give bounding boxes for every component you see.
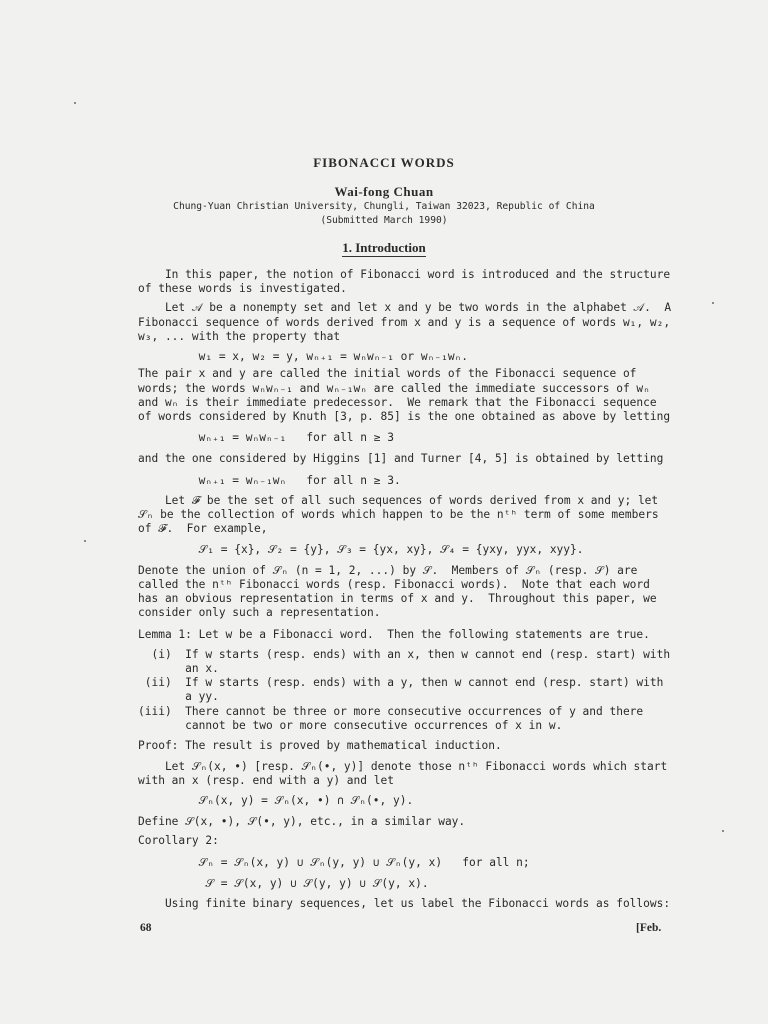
lemma-statement: Lemma 1: Let w be a Fibonacci word. Then the following statements are true. (138, 628, 650, 641)
body-line: has an obvious representation in terms of x and y. Throughout this paper, we (138, 592, 657, 605)
scan-speck (84, 540, 86, 542)
paper-title: FIBONACCI WORDS (313, 155, 455, 170)
body-line: words; the words wₙwₙ₋₁ and wₙ₋₁wₙ are called the immediate successors of wₙ (138, 382, 650, 395)
paper-author: Wai-fong Chuan (334, 184, 434, 199)
body-line: Let 𝒜 be a nonempty set and let x and y be two words in the alphabet 𝒜. A (138, 301, 672, 314)
proof-line: Proof: The result is proved by mathematical induction. (138, 739, 502, 752)
equation: 𝒮 = 𝒮(x, y) ∪ 𝒮(y, y) ∪ 𝒮(y, x). (138, 877, 429, 890)
body-line: In this paper, the notion of Fibonacci word is introduced and the structure (138, 268, 671, 281)
body-line: 𝒮ₙ be the collection of words which happen to be the nᵗʰ term of some members (138, 508, 659, 521)
body-line: of words considered by Knuth [3, p. 85] is the one obtained as above by letting (138, 410, 671, 423)
equation: 𝒮ₙ = 𝒮ₙ(x, y) ∪ 𝒮ₙ(y, y) ∪ 𝒮ₙ(y, x) for all n; (138, 856, 530, 869)
body-line: and wₙ is their immediate predecessor. We remark that the Fibonacci sequence (138, 396, 657, 409)
body-line: Let 𝓕 be the set of all such sequences of words derived from x and y; let (138, 494, 659, 507)
body-line: The pair x and y are called the initial words of the Fibonacci sequence of (138, 367, 637, 380)
body-line: with an x (resp. end with a y) and let (138, 774, 394, 787)
body-line: of these words is investigated. (138, 282, 347, 295)
equation: wₙ₊₁ = wₙwₙ₋₁ for all n ≥ 3 (138, 431, 394, 444)
page-number: 68 (140, 922, 152, 934)
scan-speck (722, 830, 724, 832)
lemma-item: (iii) There cannot be three or more consecutive occurrences of y and there (138, 705, 644, 718)
corollary-heading: Corollary 2: (138, 834, 219, 847)
body-line: Let 𝒮ₙ(x, •) [resp. 𝒮ₙ(•, y)] denote those nᵗʰ Fibonacci words which start (138, 760, 668, 773)
body-line: Using finite binary sequences, let us label the Fibonacci words as follows: (138, 897, 671, 910)
body-line: Denote the union of 𝒮ₙ (n = 1, 2, ...) by 𝒮. Members of 𝒮ₙ (resp. 𝒮) are (138, 564, 638, 577)
equation: 𝒮ₙ(x, y) = 𝒮ₙ(x, •) ∩ 𝒮ₙ(•, y). (138, 794, 414, 807)
scan-speck (74, 102, 76, 104)
lemma-item: a yy. (138, 690, 219, 703)
issue-marker: [Feb. (636, 922, 662, 934)
section-heading-text: 1. Introduction (342, 240, 426, 255)
body-line: called the nᵗʰ Fibonacci words (resp. Fibonacci words). Note that each word (138, 578, 650, 591)
equation: 𝒮₁ = {x}, 𝒮₂ = {y}, 𝒮₃ = {yx, xy}, 𝒮₄ = {yxy, yyx, xyy}. (138, 543, 584, 556)
scan-speck (712, 302, 714, 304)
body-line: consider only such a representation. (138, 606, 381, 619)
lemma-item: an x. (138, 662, 219, 675)
equation: wₙ₊₁ = wₙ₋₁wₙ for all n ≥ 3. (138, 474, 401, 487)
body-line: of 𝓕. For example, (138, 522, 268, 535)
section-heading (0, 240, 768, 256)
lemma-item: (i) If w starts (resp. ends) with an x, then w cannot end (resp. start) with (138, 648, 671, 661)
body-line: w₃, ... with the property that (138, 330, 341, 343)
body-line: Define 𝒮(x, •), 𝒮(•, y), etc., in a similar way. (138, 815, 466, 828)
body-line: and the one considered by Higgins [1] and Turner [4, 5] is obtained by letting (138, 452, 664, 465)
body-line: Fibonacci sequence of words derived from x and y is a sequence of words w₁, w₂, (138, 316, 671, 329)
lemma-item: (ii) If w starts (resp. ends) with a y, then w cannot end (resp. start) with (138, 676, 664, 689)
author-affiliation: Chung-Yuan Christian University, Chungli, Taiwan 32023, Republic of China (173, 201, 595, 212)
lemma-item: cannot be two or more consecutive occurrences of x in w. (138, 719, 563, 732)
equation: w₁ = x, w₂ = y, wₙ₊₁ = wₙwₙ₋₁ or wₙ₋₁wₙ. (138, 350, 469, 363)
submission-note: (Submitted March 1990) (320, 215, 448, 226)
